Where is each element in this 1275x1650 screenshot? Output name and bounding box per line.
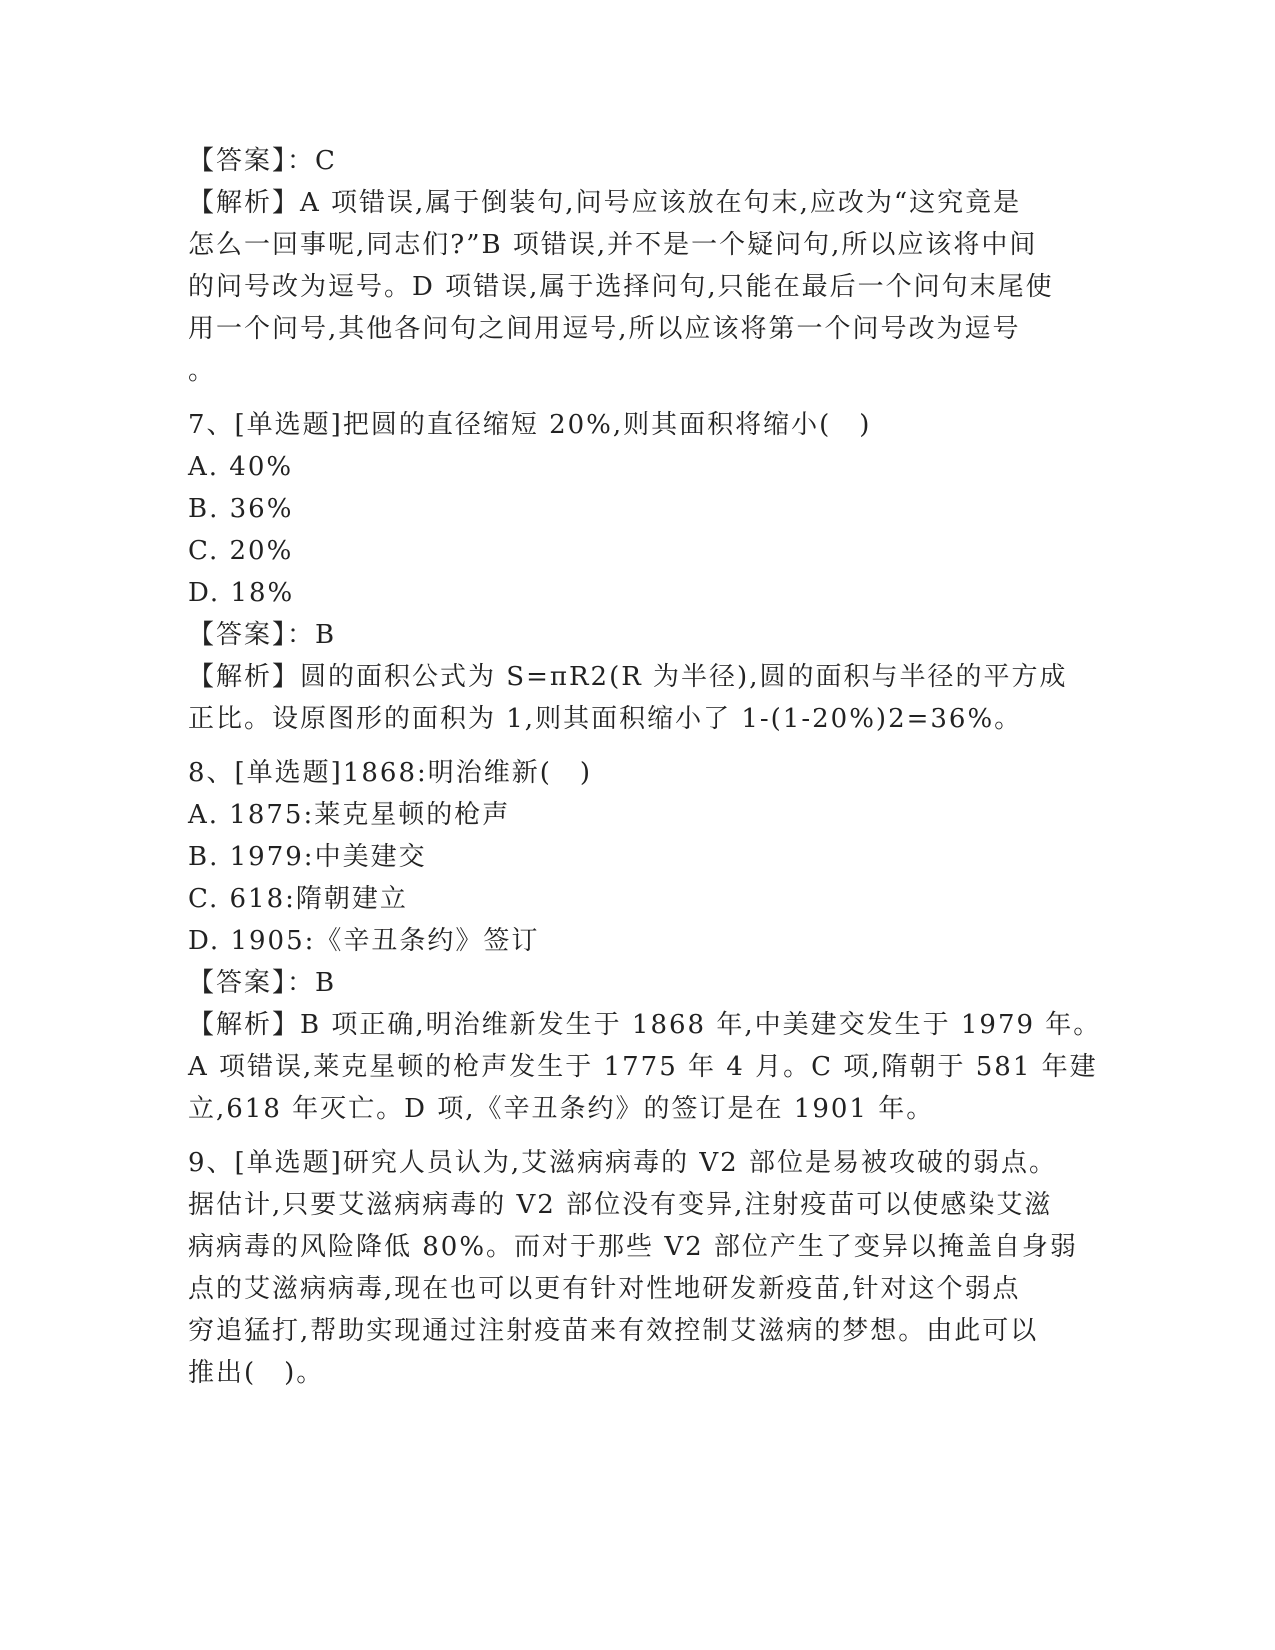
analysis-line: 【解析】B 项正确,明治维新发生于 1868 年,中美建交发生于 1979 年。 [188,1010,1102,1040]
analysis-line: 【解析】A 项错误,属于倒装句,问号应该放在句末,应改为“这究竟是 [188,188,1022,218]
document-page [188,140,1102,1394]
question-stem-line: 推出( )。 [188,1358,325,1388]
question-8 [188,752,1102,1130]
analysis-line: 的问号改为逗号。D 项错误,属于选择问句,只能在最后一个问句末尾使 [188,272,1054,302]
question-stem: 7、[单选题]把圆的直径缩短 20%,则其面积将缩小( ) [188,410,872,440]
question-stem-line: 据估计,只要艾滋病病毒的 V2 部位没有变异,注射疫苗可以使感染艾滋 [188,1190,1053,1220]
answer-line: 【答案】：C [188,146,337,176]
analysis-line: 【解析】圆的面积公式为 S=πR2(R 为半径),圆的面积与半径的平方成 [188,662,1068,692]
answer-line: 【答案】：B [188,968,337,998]
question-stem-line: 点的艾滋病病毒,现在也可以更有针对性地研发新疫苗,针对这个弱点 [188,1274,1021,1304]
question-9 [188,1142,1088,1394]
analysis-line: 立,618 年灭亡。D 项,《辛丑条约》的签订是在 1901 年。 [188,1094,935,1124]
option-c: C. 618:隋朝建立 [188,884,408,914]
question-stem-line: 9、[单选题]研究人员认为,艾滋病病毒的 V2 部位是易被攻破的弱点。 [188,1148,1057,1178]
analysis-line: 。 [188,356,217,386]
analysis-line: 怎么一回事呢,同志们?”B 项错误,并不是一个疑问句,所以应该将中间 [188,230,1038,260]
option-d: D. 18% [188,578,295,608]
analysis-line: 正比。设原图形的面积为 1,则其面积缩小了 1-(1-20%)2=36%。 [188,704,1023,734]
question-stem-line: 病病毒的风险降低 80%。而对于那些 V2 部位产生了变异以掩盖自身弱 [188,1232,1078,1262]
option-b: B. 1979:中美建交 [188,842,427,872]
option-a: A. 1875:莱克星顿的枪声 [188,800,511,830]
analysis-line: 用一个问号,其他各问句之间用逗号,所以应该将第一个问号改为逗号 [188,314,1021,344]
option-a: A. 40% [188,452,294,482]
question-stem-line: 穷追猛打,帮助实现通过注射疫苗来有效控制艾滋病的梦想。由此可以 [188,1316,1039,1346]
option-c: C. 20% [188,536,294,566]
question-7 [188,404,1088,740]
answer-line: 【答案】：B [188,620,337,650]
option-b: B. 36% [188,494,294,524]
question-6-answer-block [188,140,1088,392]
question-stem: 8、[单选题]1868:明治维新( ) [188,758,593,788]
analysis-line: A 项错误,莱克星顿的枪声发生于 1775 年 4 月。C 项,隋朝于 581 年建 [188,1052,1098,1082]
option-d: D. 1905:《辛丑条约》签订 [188,926,540,956]
